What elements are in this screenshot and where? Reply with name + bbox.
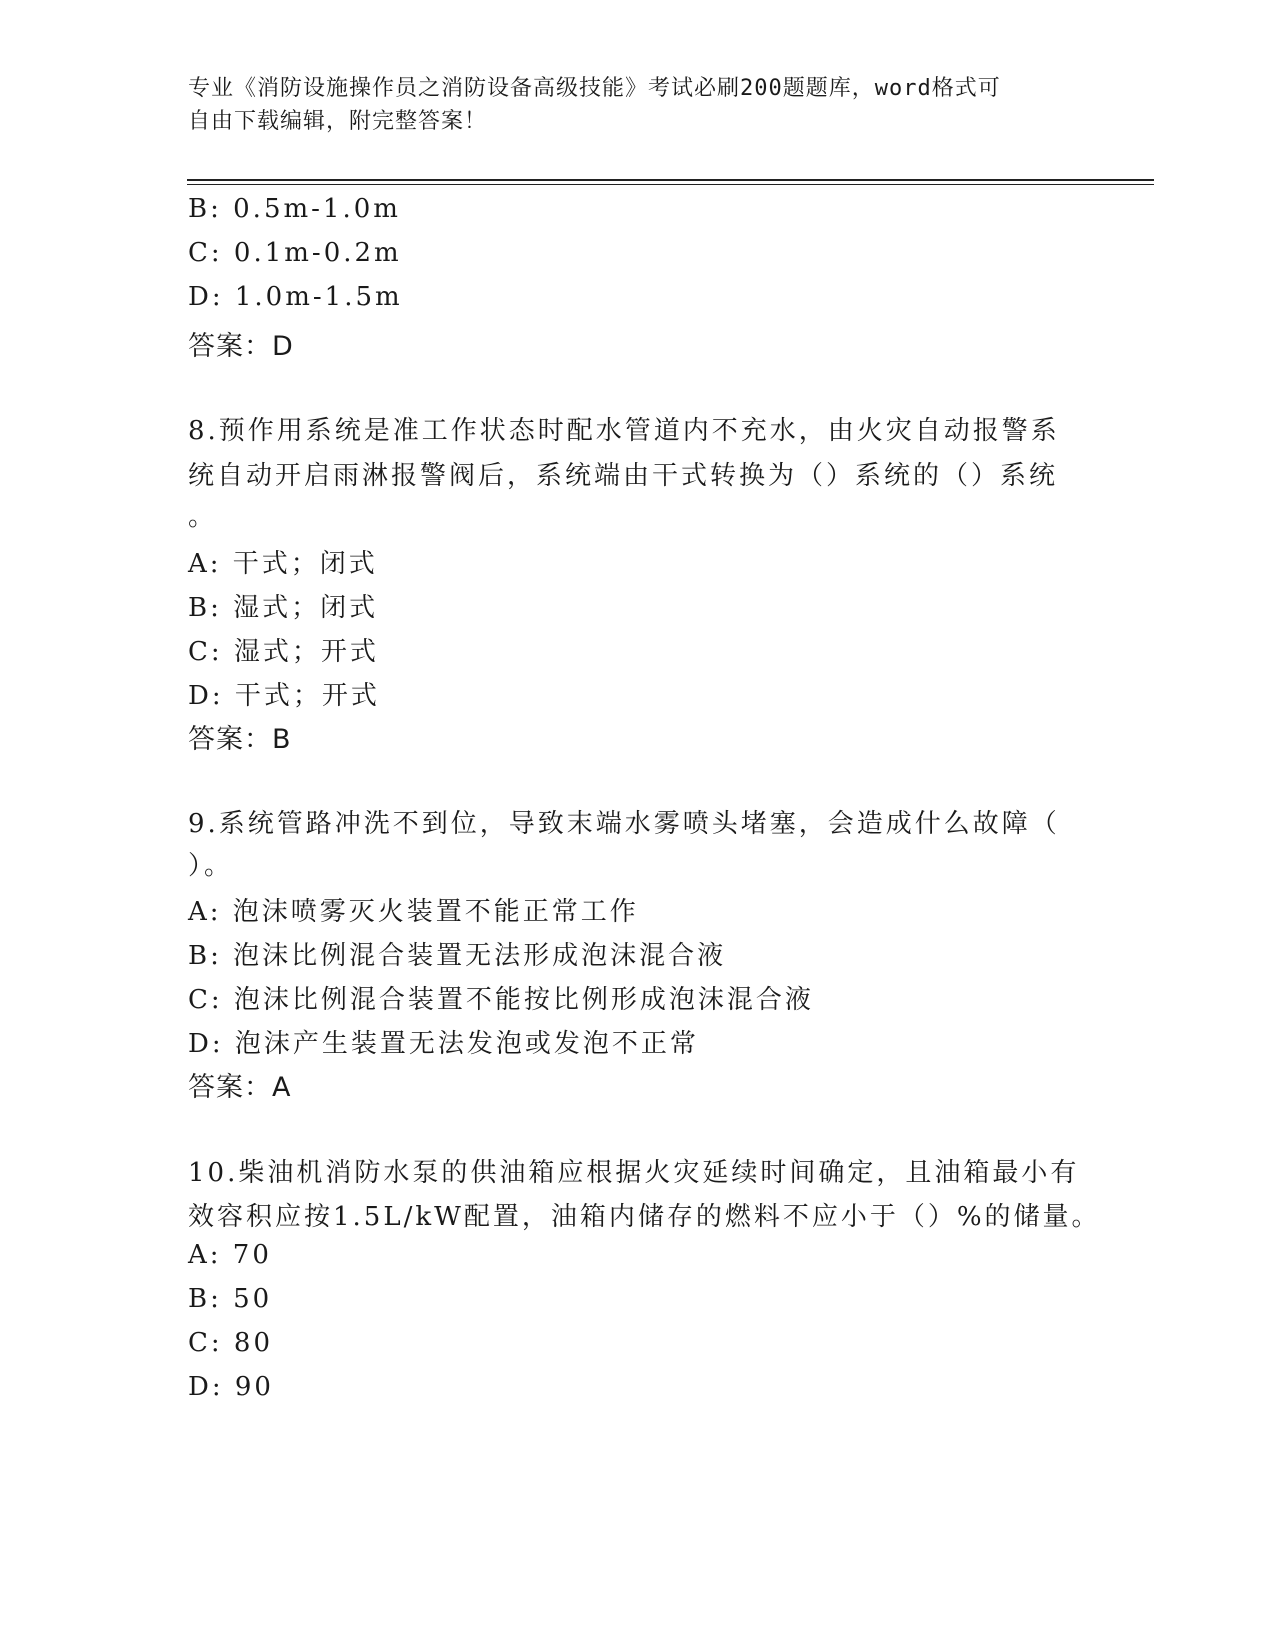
q10-option-d: D: 90 [188, 1372, 274, 1402]
q9-text-line-1: 9.系统管路冲洗不到位，导致末端水雾喷头堵塞，会造成什么故障（ [188, 809, 1060, 839]
q10-text-line-2: 效容积应按1.5L/kW配置，油箱内储存的燃料不应小于（）%的储量。 [188, 1202, 1101, 1232]
q7-answer: 答案：D [188, 331, 294, 362]
header-line-2: 自由下载编辑，附完整答案！ [188, 109, 488, 134]
q9-answer: 答案：A [188, 1072, 292, 1103]
q8-option-c: C: 湿式；开式 [188, 637, 379, 667]
q9-option-c: C: 泡沫比例混合装置不能按比例形成泡沫混合液 [188, 985, 814, 1015]
q10-option-c: C: 80 [188, 1328, 274, 1358]
q9-option-d: D: 泡沫产生装置无法发泡或发泡不正常 [188, 1029, 699, 1059]
q10-option-a: A: 70 [188, 1240, 272, 1270]
q8-option-d: D: 干式；开式 [188, 681, 380, 711]
document-header [188, 72, 1068, 138]
q10-option-b: B: 50 [188, 1284, 273, 1314]
q8-text-line-2: 统自动开启雨淋报警阀后，系统端由干式转换为（）系统的（）系统 [188, 461, 1059, 491]
q9-text-line-2: ）。 [188, 851, 234, 881]
q8-text-line-1: 8.预作用系统是准工作状态时配水管道内不充水，由火灾自动报警系 [188, 416, 1060, 446]
q9-option-a: A: 泡沫喷雾灭火装置不能正常工作 [188, 897, 639, 927]
q9-option-b: B: 泡沫比例混合装置无法形成泡沫混合液 [188, 941, 727, 971]
q8-text-line-3: 。 [188, 502, 218, 532]
q7-option-b: B: 0.5m-1.0m [188, 194, 401, 224]
q8-option-a: A: 干式；闭式 [188, 549, 378, 579]
header-divider-thick [187, 179, 1154, 181]
q8-option-b: B: 湿式；闭式 [188, 593, 379, 623]
header-line-1: 专业《消防设施操作员之消防设备高级技能》考试必刷200题题库，word格式可 [188, 76, 1001, 101]
q10-text-line-1: 10.柴油机消防水泵的供油箱应根据火灾延续时间确定，且油箱最小有 [188, 1158, 1080, 1188]
q7-option-c: C: 0.1m-0.2m [188, 238, 402, 268]
q7-option-d: D: 1.0m-1.5m [188, 282, 403, 312]
header-divider-thin [187, 184, 1154, 185]
q8-answer: 答案：B [188, 724, 292, 755]
